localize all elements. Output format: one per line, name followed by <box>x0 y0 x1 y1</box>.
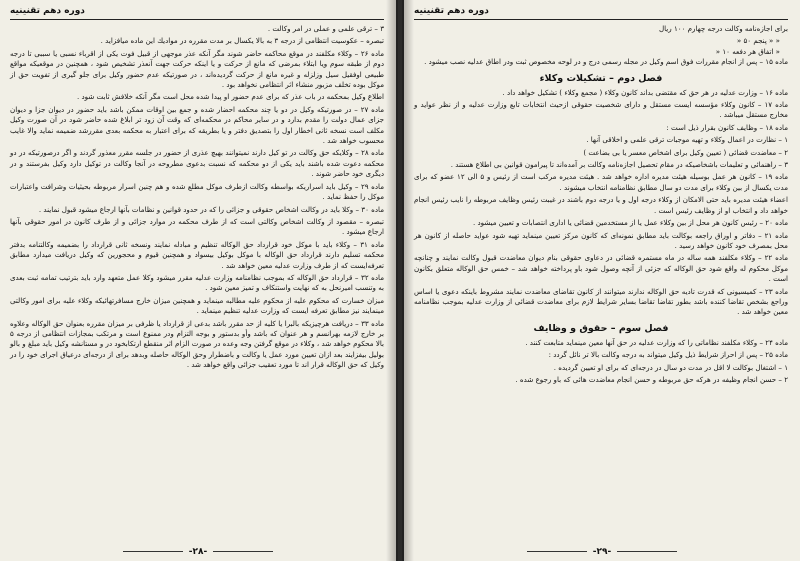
left-header-text: دوره دهم تقنينيه <box>10 6 85 16</box>
right-paragraph: ماده ۱۹ – کانون هر عمل بوسیله هیئت مدیره اداره خواهد شد . هیئت مدیره مرکب است از رئیس و ۵ الی ۱۲ عضو که برای مدت یکسال از بین وکلاء برای مدت دو سال مطابق نظامنامه انتخاب میشوند . <box>414 172 788 192</box>
left-folio-text: -۲۸- <box>188 547 208 557</box>
left-running-head <box>10 6 384 20</box>
left-paragraph: ۳ – ترقی علمی و عملی در امر وکالت . <box>267 24 384 33</box>
right-paragraph: ماده ۲۴ – وکلاء مکلفند نظاماتی را که وزارت عدلیه در حق آنها معین مینماید متابعت کنند . <box>525 337 788 347</box>
left-paragraph: اطلاع وکیل بمحکمه در باب عذر که برای عدم حضور او پیدا شده محل است مگر آنکه خلافش ثابت شود . <box>77 92 384 102</box>
chapter-2-title: فصل دوم – تشکیلات وکلاء <box>539 72 663 84</box>
right-paragraph: ماده ۲۳ – کمیسیونی که قدرت تادیه حق الوکاله ندارند میتوانند از کانون تقاضای معاضدت نمایند مشروط باینکه دعوی یا اساس وراجع بشخص تقاضا کننده باشد بطور تقاضا تقاضا بسایر شرایط لازم برای معاضدت قضائی از وزارت عدلیه بموجب نظامنامه معین خواهد شد . <box>414 286 788 317</box>
fee-intro: برای اجازه‌نامه وکالت درجه چهارم ۱۰۰ ریال <box>658 24 788 33</box>
fee-row: « اتفاق هر دفعه ۱۰ « <box>715 46 780 56</box>
right-header-text: دوره دهم تقنينيه <box>414 6 489 16</box>
article-15: ماده ۱۵ – پس از انجام مقررات فوق اسم وکیل در مجله رسمی درج و در لوحه مخصوص ثبت ودر اطاق عدلیه نصب میشود . <box>424 57 788 67</box>
left-paragraph: تبصره – مقصود از وکالت اشخاص وکالتی است که از طرف محکمه در موارد جزائی و از طرف کانون در امور حقوقی بآنها ارجاع میشود . <box>10 216 384 237</box>
right-paragraph: ۲ – حسن انجام وظیفه در هرکه حق مربوطه و حسن انجام معاضدت هائی که باو رجوع شده . <box>515 374 788 384</box>
right-paragraph: ماده ۱۷ – کانون وکلاء مؤسسه ایست مستقل و دارای شخصیت حقوقی ازحیث انتخابات تابع وزارت عدلیه و از نظر عواید و مخارج مستقل میباشد . <box>414 100 788 120</box>
right-paragraph: ماده ۱۸ – وظایف کانون بقرار ذیل است : <box>666 122 788 132</box>
right-paragraph: ۲ – معاضدت قضائی ( تعیین وکیل برای اشخاص معسر یا بی بضاعت ) <box>583 147 788 157</box>
left-paragraph: ماده ۳۲ – قرارداد حق الوکاله که بموجب نظامنامه وزارت عدلیه مقرر میشود وکلا عمل متعهد وارد باید بترتیب تمامه ثبت بعدی به وتنسب امیرنحل به که نهایت واستنکاف و تمیز معین شود . <box>10 272 385 293</box>
left-paragraph: ماده ۲۹ – وکیل باید اسراریکه بواسطه وکالت ازطرف موکل مطلع شده و هم چنین اسرار مربوطه بحیثیات وشرافت واعتبارات موکل را حفظ نماید . <box>10 181 384 202</box>
right-folio-text: -۲۹- <box>592 547 612 557</box>
right-paragraph: ۳ – راهنمائی و تعلیمات باشخاصیکه در مقام تحصیل اجازه‌نامه وکالت بر آمده‌اند تا پیرامون قوانین بی اطلاع هستند . <box>450 160 788 170</box>
left-paragraph: میزان خسارت که محکوم علیه از محکوم علیه مطالبه مینماید و همچنین میزان خارج مسافرتهائیکه وکلاء علیه برای امور وکالتی مینمایند نیز مطابق تعرفه ایست که وزارت عدلیه تنظیم مینماید . <box>10 295 384 316</box>
left-paragraph: تبصره – عکوسیت انتظامی از درجه ۳ به بالا یکسال بر مدت مقرره در موادیك این ماده میافزاید . <box>100 36 384 46</box>
left-paragraph: ماده ۳۳ – دریافت هرچیزیکه بالبرا یا کلیه از حد مقرر باشد بدعی از قرارداد یا ظرفی بر میزان مقرره بعنوان حق الوکاله وعلاوه بر خارج لازمه بهرانسم و هر عنوان که باشد وأو بدستور و بوجه التزام ودر ممنوع است و مرتکب بمجازات انتظامی از درجه ۵ بالا محکوم خواهد شد ، وکلاء در موقع گرفتن وجه وعده در صورت الزام اثر منقطع ارتکابخود در و مستانشه وکیل باید مبلغ و بالو بولیل بیفزایند بعد ازان تعیین مورد عمل یا وکالت و باضطرار وحق الوکاله حاصله وبدهد برای از درجه‌ای درعیاق اجرای خود را در وکیل که حق الوکاله قرار اند تا مورد تعقیب جزائی واقع خواهد شد . <box>10 318 384 370</box>
right-paragraph: ۱ – نظارت در اعمال وکلاء و تهیه موجبات ترقی علمی و اخلاقی آنها . <box>586 135 788 145</box>
right-page-body <box>414 24 788 385</box>
chapter-3-title: فصل سوم – حقوق و وظایف <box>533 322 669 334</box>
left-paragraph: ماده ۳۰ – وکلا باید در وکالت اشخاص حقوقی و جزائی را که در حدود قوانین و نظامات بآنها ارجاع میشود قبول نمایند . <box>38 204 384 214</box>
left-paragraph: ماده ۲۸ – وکلایکه حق وکالت در تو کیل دارند نمیتوانند بهیچ عذری از حضور در جلسه مقرر معذور گردند و اگر درصورتیکه در دو محکمه دعوت شده باشند باید یکی از دو محکمه که نسبت بدعوی مطروحه در آنجا وکالت در توکیل دارد وکیل بفرستند و در دیگری خود حاضر شوند . <box>10 148 384 179</box>
right-paragraph: اعضاء هیئت مدیره باید حتی الامکان از وکلاء درجه اول و یا درجه دوم باشند در غیبت رئیس وظایف مربوطه را نایب رئیس انجام خواهد داد و انتخاب او از وظایف رئیس است . <box>414 195 788 215</box>
right-paragraph: ماده ۲۵ – پس از احراز شرایط ذیل وکیل میتواند به درجه وکالت بالا تر نائل گردد : <box>548 350 788 360</box>
left-paragraph: ماده ۳۱ – وکلاء باید با موکل خود قرارداد حق الوکاله تنظیم و مبادله نمایند ونسخه ثانی قرارداد را بضمیمه وکالتنامه بدفتر محکمه تسلیم دارند قرارداد حق الوکاله با موکل بوکیل بیسواد و همچنین قیوم و محجورین که وکیل دریافت میدارد مطابق تعرفه‌ایست که از طرف وزارت عدلیه معین خواهد شد . <box>10 239 384 270</box>
right-running-head <box>414 6 788 20</box>
gutter-shadow <box>386 0 396 561</box>
left-paragraph: ماده ۲۷ – در صورتیکه وکیل در دو یا چند محکمه احضار شده و جمع بین اوقات ممکن باشد باید حضور در دیوان جزا و دیوان جزای عمال دولت را مقدم بدارد و در سایر محاکم در محکمه‌ای که وقت آن زود تر ابلاغ شده حاضر شود در آن صورت وکیل مکلف است نسخه ثانی اخطار اول را بتصدیق دفتر و یا بطریقه که برای اعتبار به محکمه بعدی مقررشد ضمیمه نماید والا غایب محسوب خواهد شد . <box>10 104 385 146</box>
left-page-number <box>0 547 396 557</box>
right-paragraph: ماده ۲۰ – رئیس کانون هر محل از بین وکلاء عمل یا از مستخدمین قضائی یا اداری انتصابات و تعیین میشود . <box>472 218 788 228</box>
fee-row: « « پنجم ۵۰ « <box>736 36 780 46</box>
gutter-shadow <box>404 0 414 561</box>
right-paragraph: ماده ۲۱ – دفاتر و اوراق راجعه بوکالت باید مطابق نمونه‌ای که کانون مرکز تعیین مینماید تهیه شود عواید حاصله از کانون هر محل بمصرف خود کانون خواهد رسید . <box>414 230 788 250</box>
right-page-number <box>404 547 800 557</box>
left-paragraph: ماده ۲۶ – وکلاء مکلفند در موقع محاکمه حاضر شوند مگر آنکه عذر موجهی از قبیل فوت یکی از اقرباء نسبی یا سببی تا درجه دوم از طبقه سوم ویا ابتلاء بمرضی که مانع از حرکت و یا اینکه حرکت جهت آنعذر تشخیص شود ، همچنین در موقعیکه مواقع طبیعی اوفقیل سیل وزلزله و غیره مانع از حرکت گردیده‌اند ، در صورتیکه عدم حضور وکیل برای جلو گیری از تفویت حق از موکل بوده تخلف مزبور منشاء اثر انتظامی نخواهد بود . <box>10 48 384 90</box>
right-paragraph: ماده ۲۲ – وکلاء مکلفند همه ساله در ماه مستمره قضائی در دعاوی حقوقی بنام دیوان معاضدت قبول وکالت نمایند و چنانچه موکل محکوم له واقع شود حق الوکاله که جزئی از آنچه وصول شود باو پرداخته خواهد شد – خمس حق الوکاله متعلق بکانون است . <box>414 253 788 284</box>
right-page <box>402 0 800 561</box>
right-paragraph: ماده ۱۶ – وزارت عدلیه در هر حق که مقتضی بداند کانون وکلاء ( مجمع وکلاء ) تشکیل خواهد داد . <box>502 87 788 97</box>
right-paragraph: ۱ – اشتغال بوکالت لا اقل در مدت دو سال در درجه‌ای که برای او تعیین گردیده . <box>553 362 788 372</box>
left-page-body <box>10 24 384 371</box>
left-page <box>0 0 398 561</box>
